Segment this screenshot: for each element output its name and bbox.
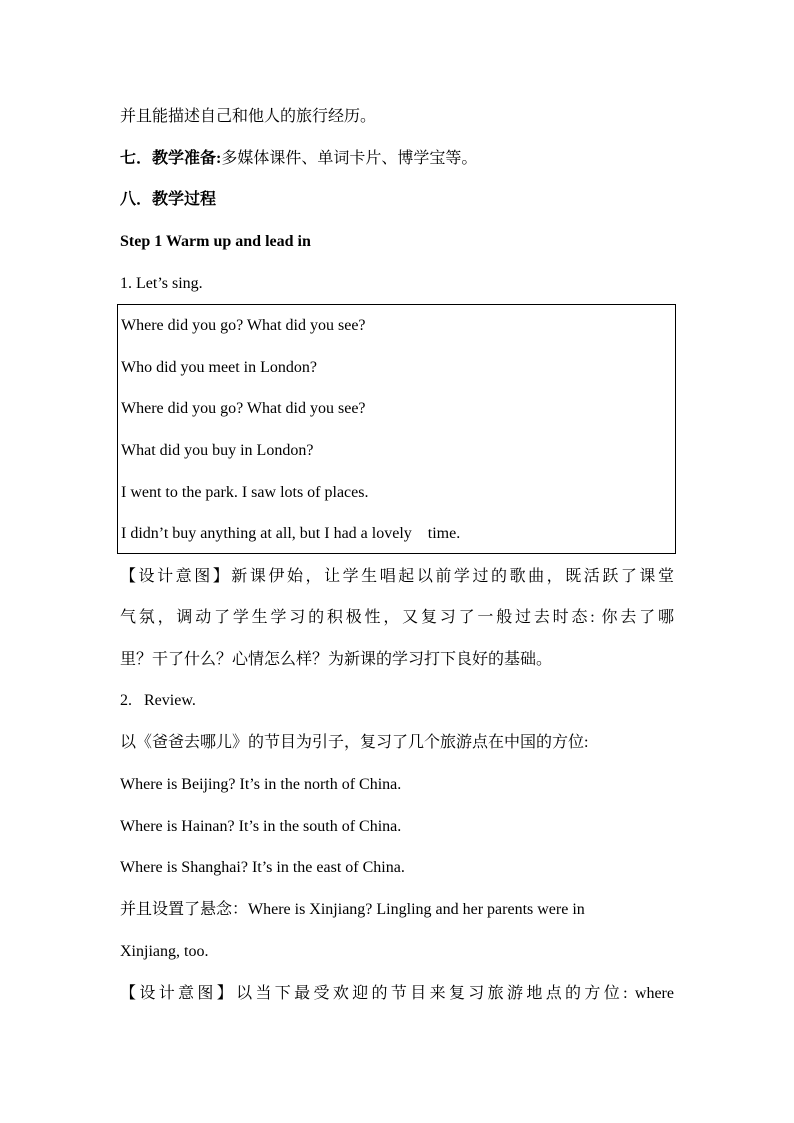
design-intent-1-line: 气氛，调动了学生学习的积极性，又复习了一般过去时态: 你去了哪	[120, 609, 674, 626]
item-2-label: 2. Review.	[120, 692, 196, 709]
design-intent-1-line: 【设计意图】新课伊始，让学生唱起以前学过的歌曲，既活跃了课堂	[120, 568, 674, 585]
section-7-teaching-preparation	[120, 149, 477, 169]
review-intro: 以《爸爸去哪儿》的节目为引子，复习了几个旅游点在中国的方位:	[120, 734, 589, 751]
suspense-line: 并且设置了悬念：Where is Xinjiang? Lingling and her parents were in	[120, 901, 585, 918]
song-line: Where did you go? What did you see?	[121, 317, 366, 334]
section-7-text: 多媒体课件、单词卡片、博学宝等。	[221, 150, 478, 167]
step-1-title: Step 1 Warm up and lead in	[120, 233, 311, 250]
section-7-heading: 七．教学准备:	[120, 150, 222, 167]
song-line: I didn’t buy anything at all, but I had a lovely time.	[121, 525, 461, 542]
song-lyrics-box	[117, 304, 676, 554]
design-intent-2-line: 【设计意图】以当下最受欢迎的节目来复习旅游地点的方位: where	[120, 985, 674, 1002]
song-line: I went to the park. I saw lots of places.	[121, 484, 369, 501]
suspense-line-continued: Xinjiang, too.	[120, 943, 209, 960]
song-line: Where did you go? What did you see?	[121, 400, 366, 417]
design-intent-1-line: 里？干了什么？心情怎么样？为新课的学习打下良好的基础。	[120, 651, 553, 668]
review-line: Where is Hainan? It’s in the south of China.	[120, 818, 402, 835]
review-line: Where is Beijing? It’s in the north of China.	[120, 776, 402, 793]
item-1-label: 1. Let’s sing.	[120, 275, 203, 292]
review-line: Where is Shanghai? It’s in the east of China.	[120, 859, 405, 876]
song-line: Who did you meet in London?	[121, 359, 317, 376]
section-8-heading: 八．教学过程	[120, 191, 217, 208]
intro-line: 并且能描述自己和他人的旅行经历。	[120, 108, 377, 125]
song-line: What did you buy in London?	[121, 442, 314, 459]
